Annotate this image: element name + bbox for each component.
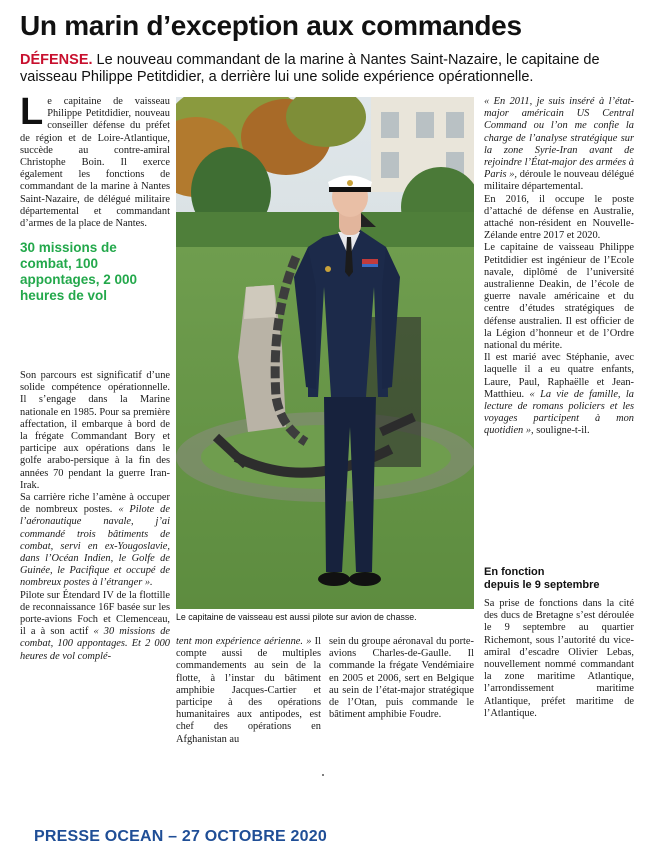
staff-text-1: déroule le nouveau délégué militaire départemental. (484, 169, 634, 193)
article-deck (20, 52, 640, 86)
intro-paragraph (20, 91, 170, 230)
intro-text: e capitaine de vaisseau Philippe Petitdidier, nouveau conseiller défense du préfet de région et de Loire-Atlantique, succède au contre-amiral Christophe Boin. Il exerce également les fonctions de commandant de la marine à Nantes Saint-Nazaire, de délégué militaire départemental et commandant d’armes de la place de Nantes. (20, 96, 170, 230)
column-intro (20, 91, 170, 314)
photo-caption: Le capitaine de vaisseau est aussi pilote sur avion de chasse. (176, 612, 417, 622)
deck-kicker: DÉFENSE. (20, 52, 93, 68)
column-appointment (484, 558, 634, 720)
staff-quote-1: « En 2011, je suis inséré à l’état-major américain US Central Command ou l’on me confie la charge de l’analyse stratégique sur la zone Syrie-Iran avant de rejoindre l’État-major des armées à Paris », (484, 96, 634, 181)
source-footer: PRESSE OCEAN – 27 OCTOBRE 2020 (34, 828, 327, 845)
career-paragraph-2 (20, 492, 170, 590)
column-career (20, 370, 170, 663)
staff-end-4: souligne-t-il. (536, 425, 590, 437)
commands-paragraph (176, 636, 321, 746)
portrait-photo (176, 97, 474, 609)
subhead-appointment (484, 566, 634, 592)
staff-paragraph-3: Le capitaine de vaisseau Philippe Petitdidier est ingénieur de l’Ecole navale, diplômé de l’université australienne Deakin, de l’école de guerre navale américaine et du centre d’études stratégiques de défense australien. Il est officier de la Légion d’honneur et de l’Ordre national du mérite. (484, 242, 634, 352)
career-paragraph-1: Son parcours est significatif d’une solide compétence opérationnelle. Il s’engage dans la Marine nationale en 1985. Pour sa première affectation, il embarque à bord de la frégate Commandant Bory et participe aux opérations dans le golfe arabo-persique à la fin des années 70 pendant la guerre Iran-Irak. (20, 370, 170, 491)
column-fleet (329, 636, 474, 721)
fleet-paragraph: sein du groupe aéronaval du porte-avions Charles-de-Gaulle. Il commande la frégate Vendémiaire en 2005 et 2006, sert en Belgique au sein de l’état-major stratégique de l’Otan, puis commande le bâtiment amphibie Foudre. (329, 636, 474, 721)
subhead-missions: 30 missions de combat, 100 appontages, 2 000 heures de vol (20, 240, 138, 304)
staff-quote-4: « La vie de famille, la lecture de romans policiers et les voyages participent à mon quotidien », (484, 388, 634, 437)
column-staff (484, 96, 634, 438)
commands-quote: tent mon expérience aérienne. » (176, 636, 312, 647)
article-headline: Un marin d’exception aux commandes (20, 10, 522, 41)
staff-paragraph-2: En 2016, il occupe le poste d’attaché de défense en Australie, attaché non-résident en Nouvelle-Zélande entre 2017 et 2020. (484, 193, 634, 242)
career-quote-2: « Pilote de l’aéronautique navale, j’ai commandé trois bâtiments de combat, servi en ex-Yougoslavie, dans l’Océan Indien, le Golfe de Guinée, le Pacifique et occupé de nombreux postes à l’étranger ». (20, 504, 170, 589)
column-commands (176, 636, 321, 746)
career-text-3: Pilote sur Étendard IV de la flottille de reconnaissance 16F basée sur les porte-avions Foch et Clemenceau, il a à son actif (20, 589, 170, 638)
career-quote-3: « 30 missions de combat, 100 appontages. Et 2 000 heures de vol complé- (20, 626, 170, 662)
staff-paragraph-4 (484, 352, 634, 437)
staff-paragraph-1 (484, 96, 634, 194)
subhead-appointment-line2: depuis le 9 septembre (484, 579, 600, 591)
career-paragraph-3 (20, 590, 170, 663)
subhead-appointment-line1: En fonction (484, 566, 545, 578)
drop-cap: L (20, 91, 44, 133)
appointment-paragraph: Sa prise de fonctions dans la cité des ducs de Bretagne s’est déroulée le 9 septembre au quartier Richemont, sous l’autorité du vice-amiral d’escadre Olivier Lebas, nouvellement nommé commandant la zone maritime Atlantique, l’arrondissement maritime Atlantique, préfet maritime de l’Atlantique. (484, 598, 634, 719)
decorative-dot (322, 774, 324, 776)
deck-text: Le nouveau commandant de la marine à Nantes Saint-Nazaire, le capitaine de vaisseau Philippe Petitdidier, a derrière lui une solide expérience opérationnelle. (20, 52, 600, 85)
career-text-2: Sa carrière riche l’amène à occuper de nombreux postes. (20, 492, 170, 516)
staff-text-4: Il est marié avec Stéphanie, avec laquelle il a eu quatre enfants, Laure, Paul, Raphaëlle et Jean-Matthieu. (484, 352, 634, 400)
commands-text: Il compte aussi de multiples commandements au sein de la flotte, à l’instar du bâtiment amphibie Jacques-Cartier et participe à des opérations humanitaires aux antipodes, est chef des opérations en Afghanistan au (176, 636, 321, 745)
